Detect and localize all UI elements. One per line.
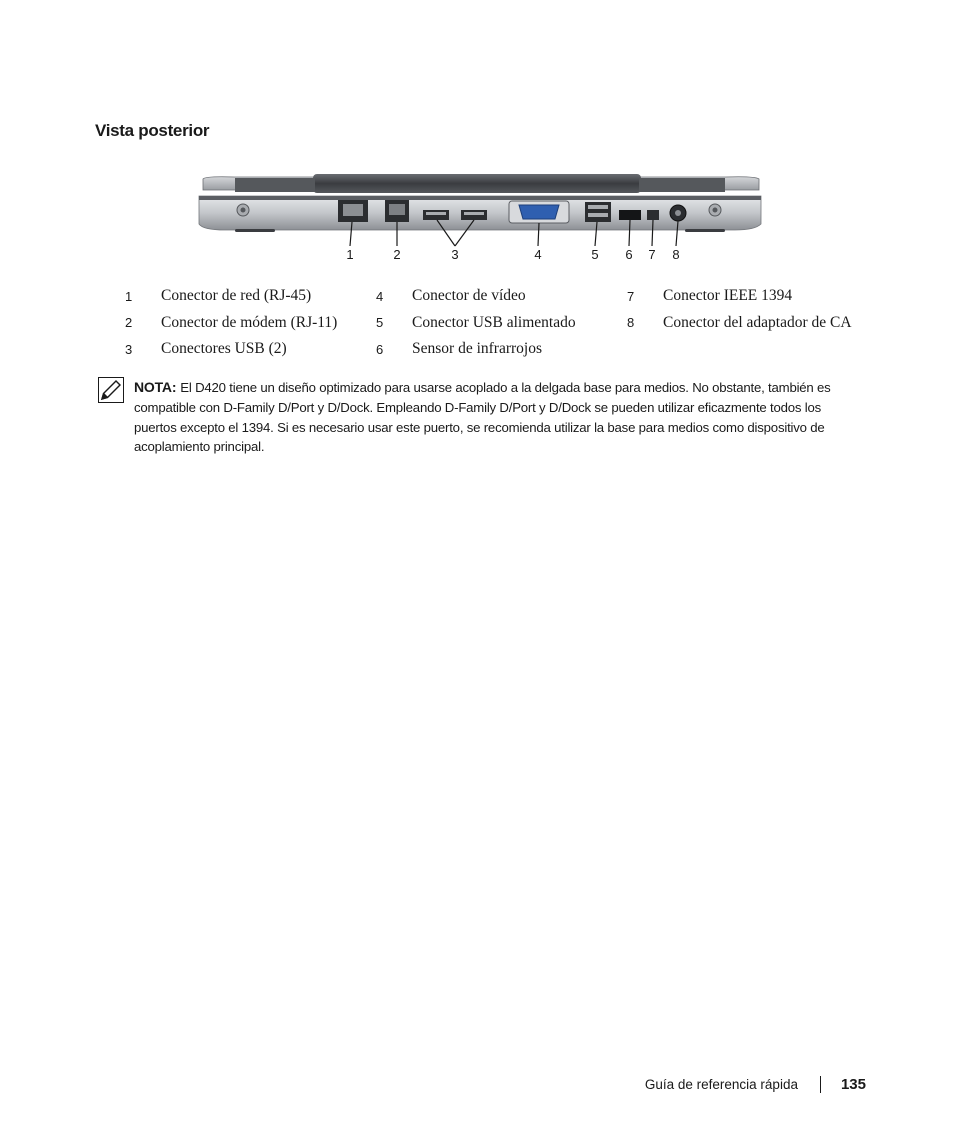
note-paragraph	[134, 378, 844, 457]
callout-1: 1	[346, 247, 354, 262]
legend-number: 8	[627, 315, 635, 331]
legend-label: Conector de red (RJ-45)	[161, 287, 312, 305]
pencil-note-icon	[98, 377, 124, 403]
footer-guide-title: Guía de referencia rápida	[644, 1077, 798, 1092]
legend-number: 7	[627, 288, 635, 304]
connector-legend-table	[118, 283, 871, 363]
legend-number: 3	[125, 341, 133, 357]
legend-number: 6	[376, 341, 384, 357]
laptop-rear-view-figure	[195, 168, 765, 268]
legend-label: Conector de vídeo	[412, 287, 526, 305]
callout-4: 4	[534, 247, 542, 262]
legend-number: 1	[125, 288, 133, 304]
note-label: NOTA:	[134, 379, 177, 395]
callout-3: 3	[451, 247, 459, 262]
callout-5: 5	[591, 247, 599, 262]
legend-label: Sensor de infrarrojos	[412, 340, 542, 358]
legend-row	[118, 336, 871, 363]
laptop-rear-illustration	[195, 168, 765, 268]
callout-7: 7	[648, 247, 656, 262]
note-text: El D420 tiene un diseño optimizado para usarse acoplado a la delgada base para medios. No obstante, también es compatible con D-Family D/Port y D/Dock. Empleando D-Family D/Port y D/Dock se pueden utilizar eficazmente todos los puertos excepto el 1394. Si es necesario usar este puerto, se recomienda utilizar la base para medios como dispositivo de acoplamiento principal.	[134, 380, 831, 455]
legend-number: 4	[376, 288, 384, 304]
callout-2: 2	[393, 247, 401, 262]
page-number: 135	[840, 1076, 866, 1093]
legend-label: Conectores USB (2)	[161, 340, 287, 358]
legend-label: Conector USB alimentado	[412, 313, 576, 331]
legend-label: Conector del adaptador de CA	[663, 313, 852, 331]
callout-6: 6	[625, 247, 633, 262]
legend-row	[118, 310, 871, 337]
legend-row	[118, 283, 871, 310]
footer-separator	[820, 1076, 821, 1093]
legend-label: Conector de módem (RJ-11)	[161, 313, 338, 331]
legend-number: 2	[125, 315, 133, 331]
callout-8: 8	[672, 247, 680, 262]
section-title: Vista posterior	[95, 121, 210, 140]
page-footer	[645, 1076, 866, 1093]
legend-label: Conector IEEE 1394	[663, 287, 793, 305]
legend-number: 5	[376, 315, 384, 331]
